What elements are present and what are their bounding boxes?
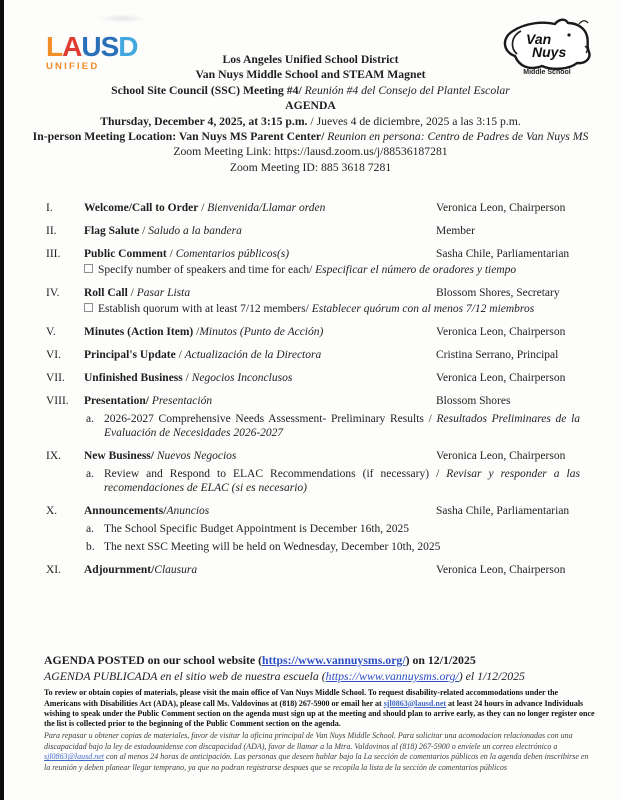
meeting-location-es: Reunion en persona: Centro de Padres de Van Nuys MS — [324, 130, 589, 144]
presenter-name: Cristina Serrano, Principal — [436, 349, 559, 361]
item-title-sep: / — [127, 287, 137, 299]
presenter-name: Veronica Leon, Chairperson — [436, 202, 566, 214]
presenter-name: Veronica Leon, Chairperson — [436, 450, 566, 462]
agenda-item-roll-call — [46, 286, 586, 316]
item-title-en: Announcements/ — [84, 505, 167, 517]
presenter-name: Blossom Shores — [436, 395, 511, 407]
posted-en-post: ) on 12/1/2025 — [405, 653, 476, 667]
item-numeral: VII. — [46, 372, 65, 384]
item-title-es: Comentarios públicos(s) — [175, 248, 290, 260]
item-title-en: Public Comment — [84, 248, 167, 260]
item-title-en: Principal's Update — [84, 349, 176, 361]
item-title-sep: / — [139, 225, 149, 237]
agenda-heading: AGENDA — [285, 99, 336, 113]
meeting-title-es: Reunión #4 del Consejo del Plantel Escolar — [301, 83, 510, 97]
item-title-en: Presentation/ — [84, 395, 149, 407]
van-nuys-logo-text-van: Van — [526, 31, 552, 47]
accessibility-notice-en — [44, 688, 596, 730]
item-title-es: Pasar Lista — [136, 287, 191, 299]
item-title-en: Unfinished Business — [84, 372, 183, 384]
checkbox-note — [84, 302, 586, 316]
sub-item — [86, 540, 586, 554]
item-title-en: Flag Salute — [84, 225, 140, 237]
sub-item-text: The next SSC Meeting will be held on Wednesday, December 10th, 2025 — [104, 541, 441, 553]
item-numeral: I. — [46, 202, 53, 214]
note-sep: / — [309, 264, 316, 276]
agenda-item-minutes — [46, 325, 586, 339]
document-header — [0, 52, 621, 175]
item-title-sep: / — [193, 326, 200, 338]
note-sep: / — [305, 303, 312, 315]
notice-es-text: con al menos 24 horas de anticipación. Las personas que deseen hablar bajo la La sección de comentarios públicos en la agenda deben inscribirse en la reunión y deben planear llegar temprano, ya que no podran registrarse despues que se recopila la lista de la sección de comentarios públicos — [44, 752, 589, 772]
item-numeral: VI. — [46, 349, 62, 361]
item-numeral: V. — [46, 326, 56, 338]
agenda-posted-line-en — [44, 653, 596, 669]
presenter-name: Veronica Leon, Chairperson — [436, 326, 566, 338]
zoom-id-line: Zoom Meeting ID: 885 3618 7281 — [229, 160, 392, 174]
meeting-datetime-es: / Jueves 4 de diciembre, 2025 a las 3:15 p.m. — [307, 114, 521, 128]
accessibility-notice-es — [44, 731, 596, 774]
agenda-item-welcome — [46, 201, 586, 215]
contact-email-link[interactable]: sjl0863@lausd.net — [383, 698, 447, 708]
meeting-datetime-en: Thursday, December 4, 2025, at 3:15 p.m. — [100, 114, 308, 128]
presenter-name: Veronica Leon, Chairperson — [436, 372, 566, 384]
item-title-sep: / — [175, 349, 185, 361]
item-title-sep: / — [182, 372, 192, 384]
agenda-item-presentation — [46, 394, 586, 440]
posted-es-pre: AGENDA PUBLICADA en el sitio web de nuestra escuela ( — [44, 668, 326, 683]
agenda-list — [46, 201, 586, 586]
item-numeral: VIII. — [46, 395, 69, 407]
presenter-name: Sasha Chile, Parliamentarian — [436, 505, 570, 517]
notice-en-text: To review or obtain copies of materials, please visit the main office of Van Nuys Middle School. To request disability-related accommodations under the Americans with Disabilities Act (ADA), please call Ms. Valdovinos at (818) 267-5900 or email her at — [44, 688, 559, 708]
sub-item-en: Review and Respond to ELAC Recommendations (if necessary) — [104, 468, 430, 480]
notice-es-text: Para repasar u obtener copias de materiales, favor de visitar la oficina principal de Van Nuys Middle School. Para solicitar una acomodacion relacionadas con una discapacidad bajo la ley de estadounidense con discapacidad (ADA), favor de llamar a la Mtra. Valdovinos al (818) 267-5900 o envíele un correo electrónico a — [44, 730, 573, 751]
item-numeral: X. — [46, 505, 58, 517]
notice-en-text: at least 24 hours in advance Individuals wishing to speak under the Public Comment section on the agenda must sign up at the meeting and should plan to arrive early, as they can no longer register once the list is collected prior to the beginning of the Public Comment section on the agenda. — [44, 698, 595, 729]
sub-item-sep: / — [423, 413, 437, 425]
note-en: Establish quorum with at least 7/12 members — [98, 303, 306, 315]
school-website-link[interactable]: https://www.vannuysms.org/ — [262, 653, 406, 667]
note-es: Especificar el número de oradores y tiempo — [315, 264, 517, 276]
agenda-item-announcements — [46, 504, 586, 554]
item-title-en: Roll Call — [84, 287, 128, 299]
meeting-datetime — [0, 114, 621, 129]
lausd-letter: A — [62, 31, 82, 62]
sub-item — [86, 522, 586, 536]
district-name: Los Angeles Unified School District — [222, 53, 399, 66]
lausd-letter: L — [46, 31, 63, 62]
item-title-en: Minutes (Action Item) — [84, 326, 194, 338]
meeting-title-en: School Site Council (SSC) Meeting #4/ — [111, 83, 302, 97]
item-title-sep: / — [198, 202, 208, 214]
checkbox-icon — [84, 264, 93, 273]
scan-smudge — [98, 14, 146, 23]
posted-es-post: ) el 1/12/2025 — [458, 668, 525, 683]
document-footer — [44, 653, 596, 774]
item-title-es: Clausura — [154, 564, 198, 576]
sub-item-sep: / — [429, 468, 447, 480]
item-numeral: IX. — [46, 450, 62, 462]
meeting-location — [0, 129, 621, 144]
sub-item-es: Resultados Preliminares de la Evaluación de Necesidades 2026-2027 — [104, 413, 581, 439]
note-es: Establecer quórum con al menos 7/12 miembros — [311, 303, 535, 315]
agenda-item-new-business — [46, 449, 586, 495]
agenda-posted-line-es — [44, 669, 596, 685]
presenter-name: Blossom Shores, Secretary — [436, 287, 560, 299]
sub-item-text: The School Specific Budget Appointment is December 16th, 2025 — [104, 523, 410, 535]
posted-en-pre: AGENDA POSTED on our school website ( — [44, 653, 263, 667]
item-numeral: III. — [46, 248, 61, 260]
sub-item-marker: b. — [86, 541, 95, 553]
meeting-location-en: In-person Meeting Location: Van Nuys MS Parent Center/ — [32, 130, 325, 144]
sub-item-es: Revisar y responder a las recomendaciones de ELAC (si es necesario) — [104, 468, 580, 494]
presenter-name: Sasha Chile, Parliamentarian — [436, 248, 570, 260]
item-title-es: Bienvenida/Llamar orden — [207, 202, 326, 214]
item-title-es: Presentación — [151, 395, 213, 407]
item-numeral: IV. — [46, 287, 60, 299]
sub-item-marker: a. — [86, 523, 94, 535]
school-name: Van Nuys Middle School and STEAM Magnet — [195, 68, 426, 82]
item-numeral: XI. — [46, 564, 62, 576]
van-nuys-logo-text-school: Middle School — [523, 69, 571, 76]
item-title-es: Actualización de la Directora — [184, 349, 322, 361]
checkbox-note — [84, 263, 586, 277]
agenda-item-principals-update — [46, 348, 586, 362]
presenter-name: Member — [436, 225, 475, 237]
agenda-item-unfinished-business — [46, 371, 586, 385]
sub-item-marker: a. — [86, 413, 94, 425]
item-title-sep: / — [166, 248, 176, 260]
checkbox-icon — [84, 303, 93, 312]
sub-item-marker: a. — [86, 468, 94, 480]
item-title-en: New Business/ — [84, 450, 154, 462]
item-title-en: Welcome/Call to Order — [84, 202, 199, 214]
item-title-en: Adjournment/ — [84, 564, 155, 576]
agenda-item-adjournment — [46, 563, 586, 577]
item-title-es: Nuevos Negocios — [156, 450, 237, 462]
sub-item — [86, 467, 586, 495]
agenda-item-flag-salute — [46, 224, 586, 238]
contact-email-link-es[interactable]: sjl0863@lausd.net — [44, 752, 105, 762]
item-title-es: Minutos (Punto de Acción) — [199, 326, 324, 338]
note-en: Specify number of speakers and time for each — [98, 264, 310, 276]
sub-item-en: 2026-2027 Comprehensive Needs Assessment- Preliminary Results — [104, 413, 424, 425]
item-title-es: Negocios Inconclusos — [191, 372, 293, 384]
van-nuys-logo-text-nuys: Nuys — [532, 44, 567, 60]
lausd-unified-label: UNIFIED — [46, 61, 100, 72]
lausd-letter: D — [118, 31, 138, 62]
lausd-letter: S — [100, 31, 119, 62]
item-title-es: Anuncios — [166, 505, 210, 517]
school-website-link-es[interactable]: https://www.vannuysms.org/ — [325, 668, 459, 683]
lausd-letter: U — [81, 31, 101, 62]
sub-item — [86, 412, 586, 440]
presenter-name: Veronica Leon, Chairperson — [436, 564, 566, 576]
zoom-link-line: Zoom Meeting Link: https://lausd.zoom.us/j/88536187281 — [173, 145, 448, 159]
agenda-item-public-comment — [46, 247, 586, 277]
item-title-es: Saludo a la bandera — [148, 225, 242, 237]
item-numeral: II. — [46, 225, 57, 237]
meeting-title — [0, 83, 621, 98]
